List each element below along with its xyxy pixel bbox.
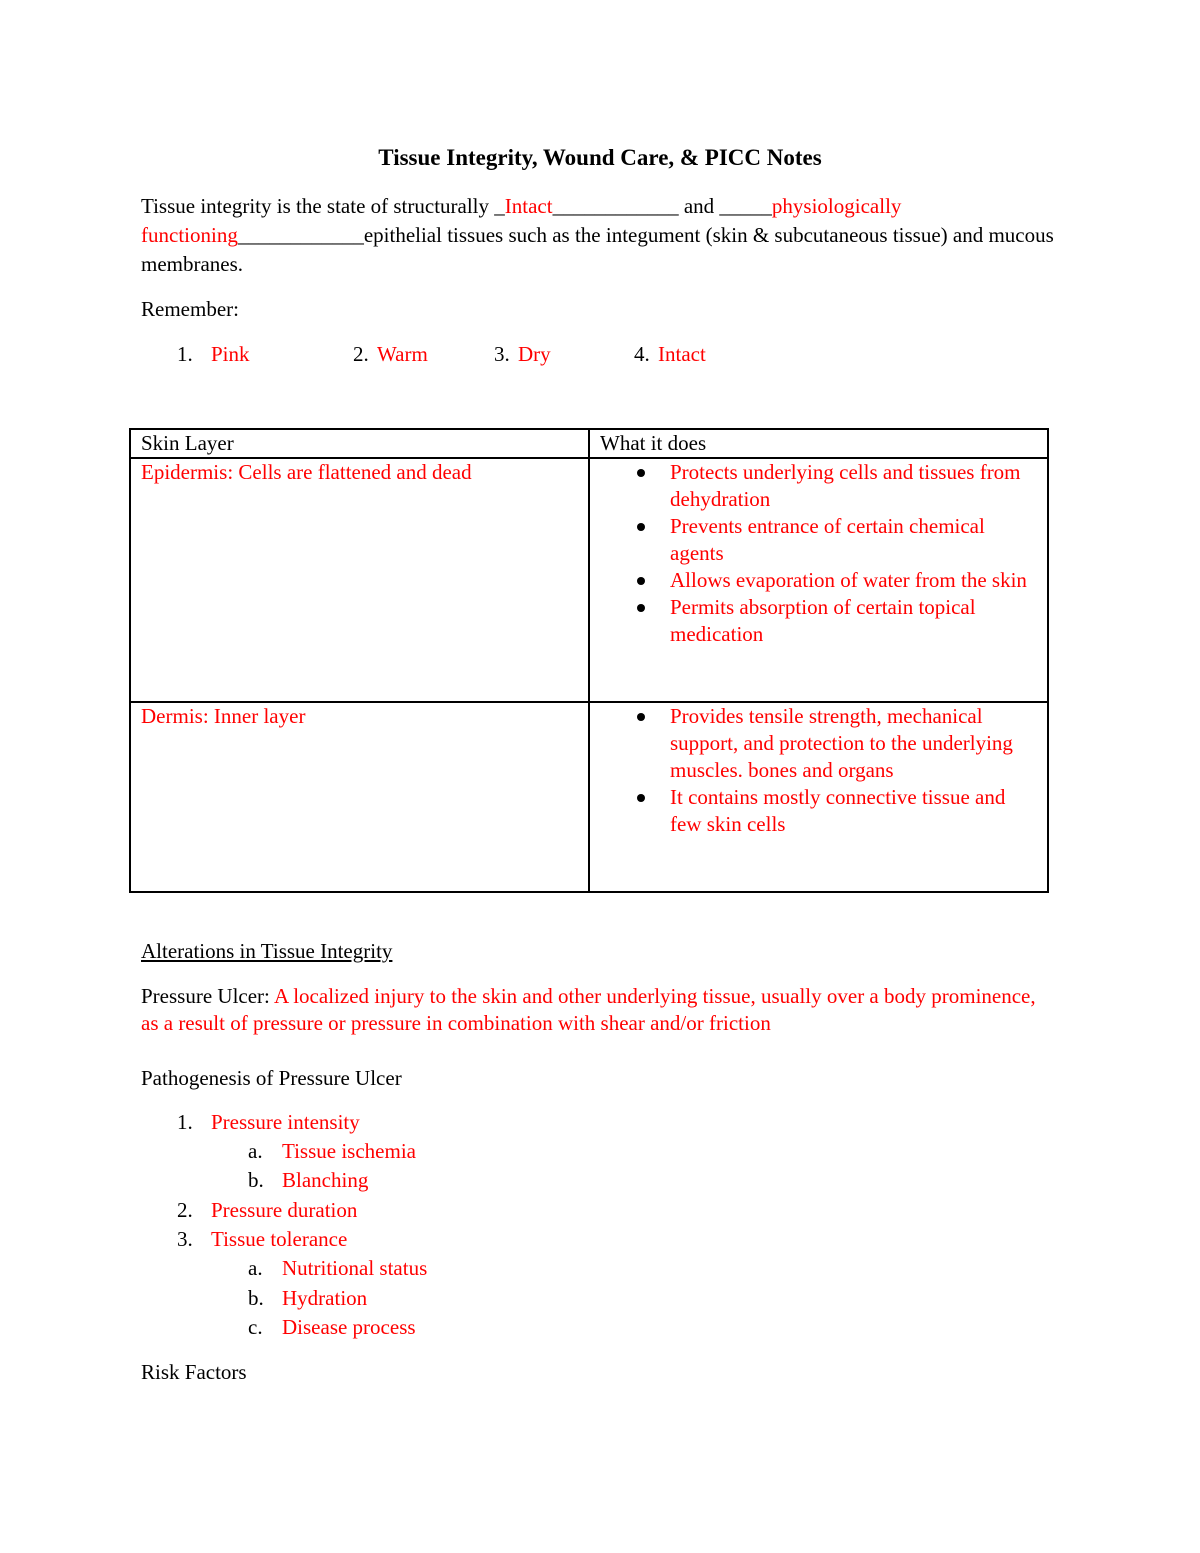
layer-epidermis: Epidermis: Cells are flattened and dead <box>130 458 589 702</box>
alterations-heading: Alterations in Tissue Integrity <box>141 939 393 963</box>
intro-text-1: Tissue integrity is the state of structurally _ <box>141 194 505 218</box>
remember-num-2: 2. <box>353 342 369 366</box>
pressure-ulcer-text: A localized injury to the skin and other underlying tissue, usually over a body prominence, as a result of pressure or pressure in combination with shear and/or friction <box>141 984 1036 1035</box>
remember-item-dry: Dry <box>518 342 551 366</box>
answer-intact: Intact <box>504 194 553 218</box>
list-item: Pressure duration <box>211 1198 358 1222</box>
intro-text-2: ____________ and _____ <box>552 194 772 218</box>
list-num: c. <box>248 1315 263 1339</box>
list-item: Tissue ischemia <box>282 1139 416 1163</box>
pressure-ulcer-definition <box>141 983 1041 1037</box>
list-item: Protects underlying cells and tissues from dehydration <box>670 459 1037 513</box>
pathogenesis-heading: Pathogenesis of Pressure Ulcer <box>141 1066 402 1090</box>
pressure-ulcer-label: Pressure Ulcer: <box>141 984 274 1008</box>
list-item: Provides tensile strength, mechanical support, and protection to the underlying muscles. bones and organs <box>670 703 1037 784</box>
list-item: Permits absorption of certain topical medication <box>670 594 1037 648</box>
remember-list <box>0 340 1200 370</box>
list-num: 3. <box>177 1227 193 1251</box>
remember-item-warm: Warm <box>377 342 428 366</box>
list-num: a. <box>248 1139 263 1163</box>
remember-num-4: 4. <box>634 342 650 366</box>
table-row <box>130 702 1048 892</box>
remember-item-intact: Intact <box>658 342 706 366</box>
header-skin-layer: Skin Layer <box>130 429 589 458</box>
list-item: Blanching <box>282 1168 369 1192</box>
list-item: Tissue tolerance <box>211 1227 348 1251</box>
remember-num-3: 3. <box>494 342 510 366</box>
page-title: Tissue Integrity, Wound Care, & PICC Notes <box>378 145 822 170</box>
list-item: Disease process <box>282 1315 416 1339</box>
remember-num-1: 1. <box>177 342 193 366</box>
intro-text-3: ____________epithelial tissues such as the integument (skin & subcutaneous tissue) and mucous membranes. <box>141 223 1054 276</box>
risk-factors-heading: Risk Factors <box>141 1360 247 1384</box>
remember-item-pink: Pink <box>211 342 250 366</box>
dermis-functions <box>589 702 1048 892</box>
list-num: b. <box>248 1168 264 1192</box>
list-num: a. <box>248 1256 263 1280</box>
intro-paragraph <box>141 192 1061 279</box>
list-num: b. <box>248 1286 264 1310</box>
header-what-it-does: What it does <box>589 429 1048 458</box>
skin-layer-table <box>129 428 1049 893</box>
answer-physiologically-functioning: physiologically functioning <box>141 194 902 247</box>
list-item: Prevents entrance of certain chemical agents <box>670 513 1037 567</box>
list-item: It contains mostly connective tissue and few skin cells <box>670 784 1037 838</box>
list-num: 1. <box>177 1110 193 1134</box>
epidermis-functions <box>589 458 1048 702</box>
list-item: Allows evaporation of water from the skin <box>670 567 1037 594</box>
table-header-row <box>130 429 1048 458</box>
layer-dermis: Dermis: Inner layer <box>130 702 589 892</box>
list-item: Nutritional status <box>282 1256 428 1280</box>
remember-label: Remember: <box>141 297 239 321</box>
list-item: Pressure intensity <box>211 1110 360 1134</box>
table-row <box>130 458 1048 702</box>
list-num: 2. <box>177 1198 193 1222</box>
list-item: Hydration <box>282 1286 368 1310</box>
